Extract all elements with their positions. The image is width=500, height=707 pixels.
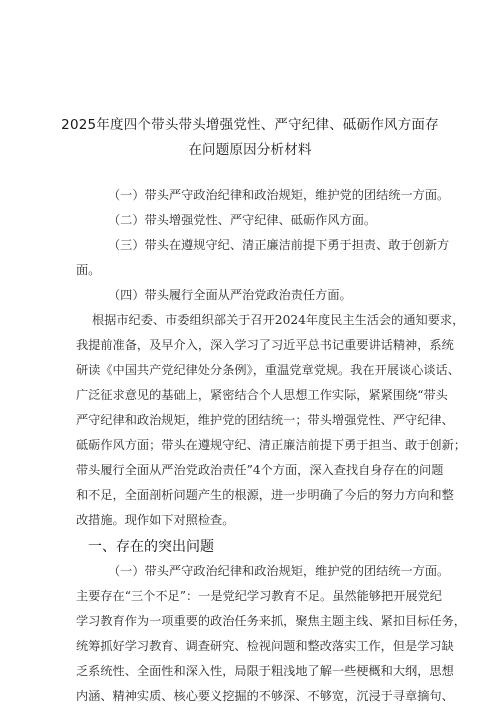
document-title-line-1: 2025年度四个带头带头增强党性、严守纪律、砥砺作风方面存: [61, 117, 439, 133]
section-line: 学习教育作为一项重要的政治任务来抓，聚焦主题主线、紧扣目标任务，: [76, 614, 466, 628]
intro-line: 广泛征求意见的基础上，紧密结合个人思想工作实际，紧紧围绕“带头: [76, 388, 448, 402]
section-heading: 一、存在的突出问题: [88, 539, 214, 555]
section-line: （一）带头严守政治纪律和政治规矩，维护党的团结统一方面。: [108, 564, 450, 578]
intro-line: 根据市纪委、市委组织部关于召开2024年度民主生活会的通知要求，: [92, 313, 465, 327]
intro-line: 砥砺作风方面；带头在遵规守纪、清正廉洁前提下勇于担当、敢于创新；: [76, 438, 466, 452]
section-line: 内涵、精神实质、核心要义挖掘的不够深、不够宽，沉浸于寻章摘句、: [76, 689, 454, 703]
intro-line: 严守纪律和政治规矩，维护党的团结统一；带头增强党性、严守纪律、: [76, 413, 454, 427]
intro-line: 我提前准备，及早介入，深入学习了习近平总书记重要讲话精神，系统: [76, 338, 454, 352]
intro-line: 研读《中国共产党纪律处分条例》，重温党章党规。我在开展谈心谈话、: [76, 363, 460, 377]
intro-line: 和不足，全面剖析问题产生的根源，进一步明确了今后的努力方向和整: [76, 488, 454, 502]
outline-item: （四）带头履行全面从严治党政治责任方面。: [108, 288, 352, 302]
section-line: 主要存在“三个不足”：一是党纪学习教育不足。虽然能够把开展党纪: [76, 589, 442, 603]
intro-line: 改措施。现作如下对照检查。: [76, 513, 235, 527]
outline-item-continuation: 面。: [76, 263, 101, 277]
intro-line: 带头履行全面从严治党政治责任”4个方面，深入查找自身存在的问题: [76, 463, 444, 477]
outline-item: （二）带头增强党性、严守纪律、砥砺作风方面。: [108, 213, 377, 227]
outline-item: （三）带头在遵规守纪、清正廉洁前提下勇于担责、敢于创新方: [108, 238, 450, 252]
section-line: 乏系统性、全面性和深入性，局限于粗浅地了解一些梗概和大纲，思想: [76, 664, 454, 678]
outline-item: （一）带头严守政治纪律和政治规矩，维护党的团结统一方面。: [108, 188, 450, 202]
document-title-line-2: 在问题原因分析材料: [188, 142, 312, 158]
section-line: 统筹抓好学习教育、调查研究、检视问题和整改落实工作，但是学习缺: [76, 639, 454, 653]
